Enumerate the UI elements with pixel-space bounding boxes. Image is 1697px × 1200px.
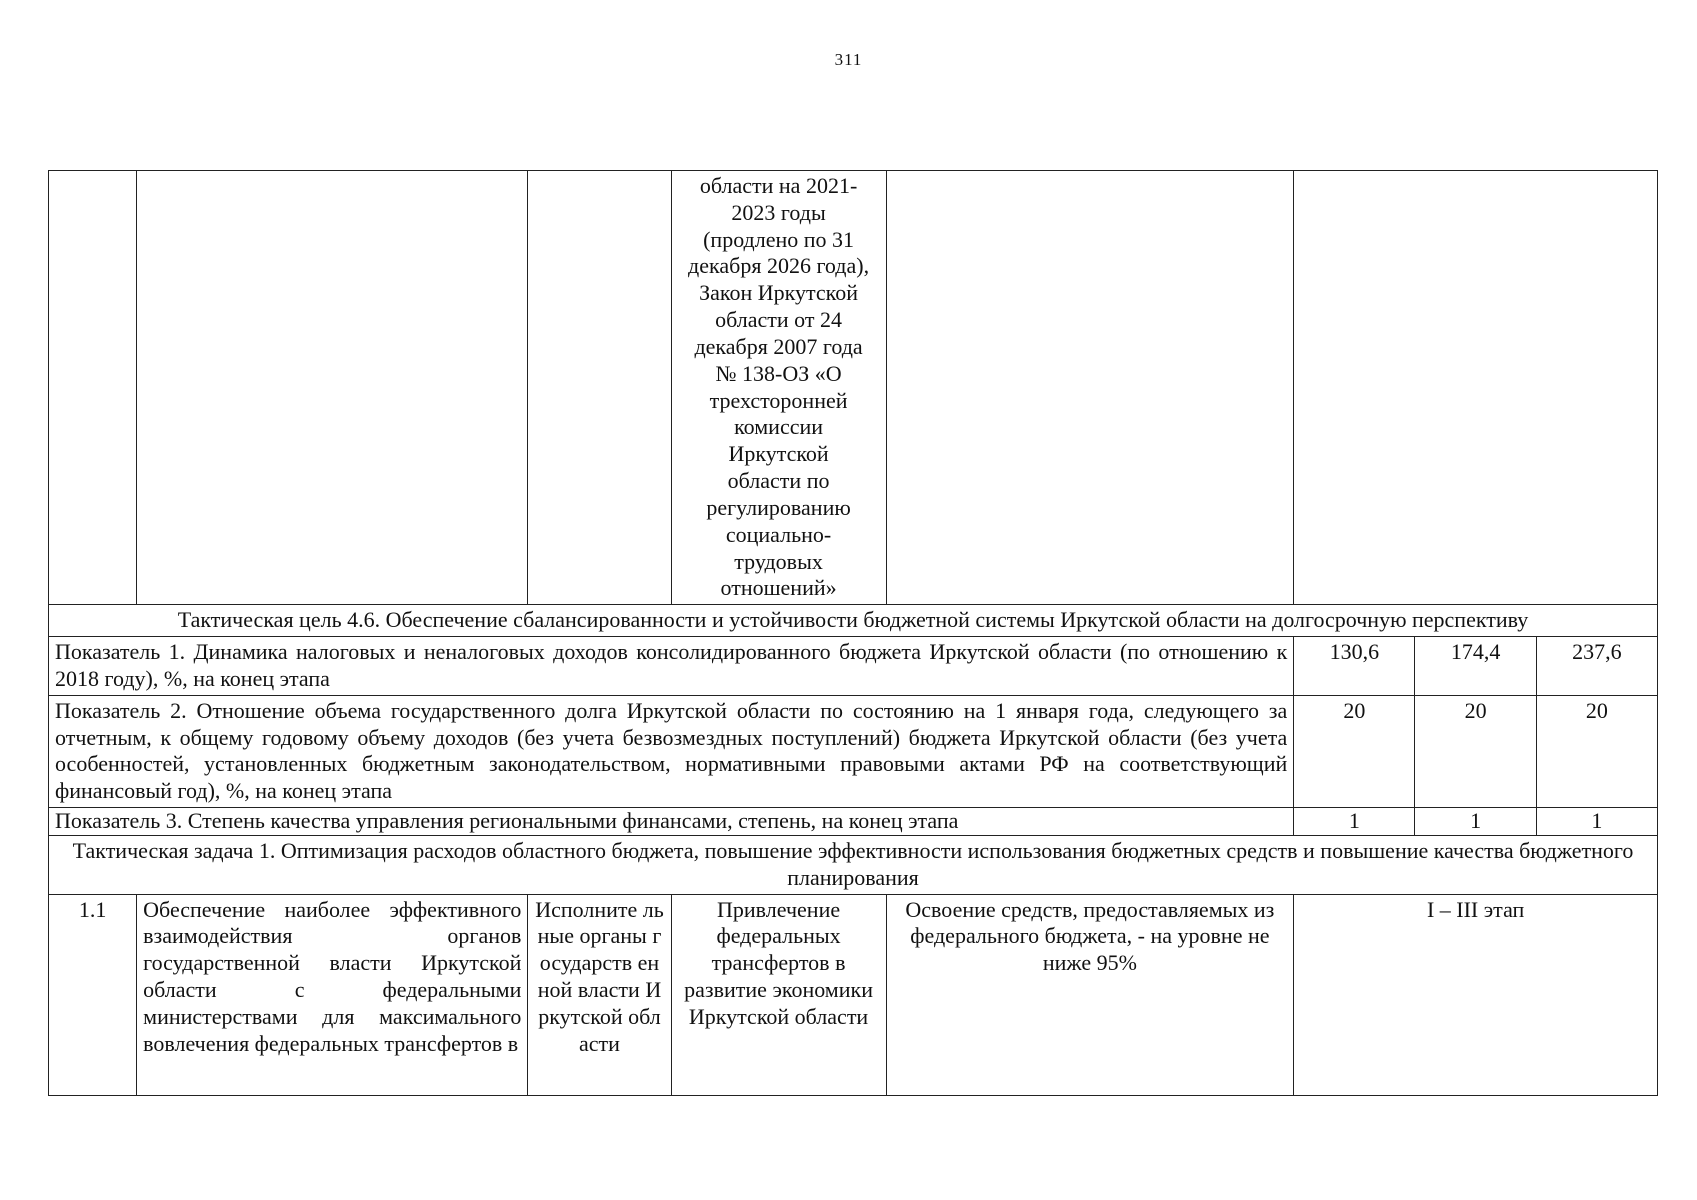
- measure-result: Освоение средств, предоставляемых из федерального бюджета, - на уровне не ниже 95%: [886, 894, 1294, 1095]
- tactical-task-heading: Тактическая задача 1. Оптимизация расходов областного бюджета, повышение эффективности использования бюджетных средств и повышение качества бюджетного планирования: [49, 835, 1658, 894]
- indicator-row: [49, 695, 1658, 807]
- indicator-value-stage-2: 1: [1415, 808, 1536, 836]
- indicator-value-stage-3: 237,6: [1536, 637, 1657, 696]
- measure-mechanism: Привлечение федеральных трансфертов в развитие экономики Иркутской области: [671, 894, 886, 1095]
- law-line: области на 2021-: [699, 173, 858, 198]
- indicator-text: Показатель 3. Степень качества управления региональными финансами, степень, на конец этапа: [49, 808, 1294, 836]
- indicator-value-stage-3: 1: [1536, 808, 1657, 836]
- measure-description: Обеспечение наиболее эффективного взаимодействия органов государственной власти Иркутской области с федеральными министерствами для максимального вовлечения федеральных трансфертов в: [137, 894, 528, 1095]
- indicator-value-stage-1: 1: [1294, 808, 1415, 836]
- continuation-row: [49, 171, 1658, 605]
- blank-cell-measure: [137, 171, 528, 605]
- legal-basis-cell: [671, 171, 886, 605]
- indicator-value-stage-1: 130,6: [1294, 637, 1415, 696]
- blank-cell-stage: [1294, 171, 1658, 605]
- program-table: [48, 170, 1658, 1096]
- measure-stage: I – III этап: [1294, 894, 1658, 1095]
- law-line: трехсторонней: [709, 387, 848, 413]
- indicator-text: Показатель 1. Динамика налоговых и неналоговых доходов консолидированного бюджета Иркутской области (по отношению к 2018 году), %, на конец этапа: [49, 637, 1294, 696]
- indicator-row: [49, 808, 1658, 836]
- indicator-value-stage-2: 20: [1415, 695, 1536, 807]
- measure-row: [49, 894, 1658, 1095]
- blank-cell-number: [49, 171, 137, 605]
- blank-cell-result: [886, 171, 1294, 605]
- law-line: комиссии: [734, 414, 824, 440]
- measure-executor: Исполните льные органы государств енной власти Иркутской области: [528, 894, 671, 1095]
- law-line: декабря 2026 года),: [688, 253, 870, 279]
- law-line: Иркутской: [728, 441, 829, 467]
- law-line: (продлено по 31: [703, 226, 855, 252]
- law-line: декабря 2007 года: [694, 333, 863, 359]
- indicator-text: Показатель 2. Отношение объема государственного долга Иркутской области по состоянию на 1 января года, следующего за отчетным, к общему годовому объему доходов (без учета безвозмездных поступлений) бюджета Иркутской области (без учета особенностей, установленных бюджетным законодательством, нормативными правовыми актами РФ на соответствующий финансовый год), %, на конец этапа: [49, 695, 1294, 807]
- law-line: регулированию: [706, 494, 851, 520]
- indicator-value-stage-2: 174,4: [1415, 637, 1536, 696]
- page-number: 311: [834, 50, 863, 69]
- law-line: 2023 годы: [731, 199, 826, 225]
- indicator-value-stage-3: 20: [1536, 695, 1657, 807]
- law-line: области от 24: [715, 307, 842, 333]
- law-line: отношений»: [720, 575, 837, 601]
- law-line: трудовых: [734, 548, 823, 574]
- tactical-goal-heading: Тактическая цель 4.6. Обеспечение сбалансированности и устойчивости бюджетной системы Иркутской области на долгосрочную перспективу: [49, 605, 1658, 637]
- tactical-task-row: [49, 835, 1658, 894]
- law-line: области по: [727, 468, 830, 494]
- law-line: № 138-ОЗ «О: [715, 360, 842, 386]
- blank-cell-executor: [528, 171, 671, 605]
- law-line: Закон Иркутской: [699, 280, 859, 306]
- indicator-value-stage-1: 20: [1294, 695, 1415, 807]
- tactical-goal-row: [49, 605, 1658, 637]
- indicator-row: [49, 637, 1658, 696]
- law-line: социально-: [725, 521, 832, 547]
- measure-number: 1.1: [49, 894, 137, 1095]
